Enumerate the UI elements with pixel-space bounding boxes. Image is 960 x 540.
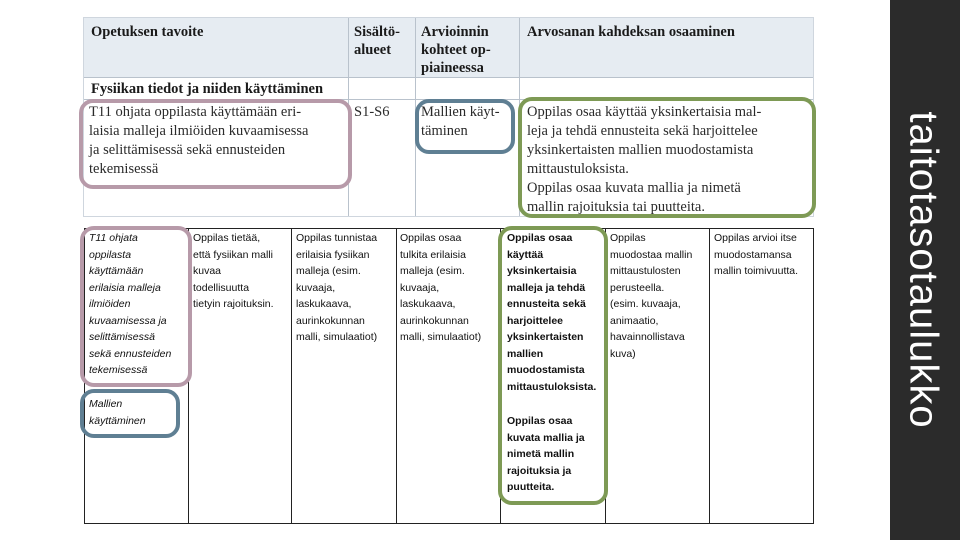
- cell-line: ennusteita sekä: [507, 298, 586, 310]
- cell-line: laskukaava,: [296, 298, 352, 310]
- level-evaluates-text: [714, 230, 798, 280]
- cell-line: ilmiöiden: [89, 298, 131, 310]
- cell-line: selittämisessä: [89, 331, 155, 343]
- grade8-line: mallin rajoituksia tai puutteita.: [527, 199, 705, 215]
- cell-line: Oppilas osaa: [507, 232, 573, 244]
- cell-line: Oppilas osaa: [400, 232, 462, 244]
- cell-line: mittaustulosten: [610, 265, 681, 277]
- cell-line: animaatio,: [610, 314, 659, 327]
- cell-line: puutteita.: [507, 481, 555, 493]
- grade8-line: Oppilas osaa käyttää yksinkertaisia mal-: [527, 104, 762, 120]
- header-content-line: alueet: [354, 42, 392, 58]
- cell-line: kuva): [610, 347, 636, 360]
- assessment-line: Mallien käyt-: [421, 104, 500, 120]
- cell-line: tietyin rajoituksin.: [193, 298, 274, 310]
- cell-line: Oppilas osaa: [507, 415, 573, 427]
- cell-line: mittaustuloksista.: [507, 380, 597, 393]
- cell-line: nimetä mallin: [507, 448, 575, 460]
- header-assessment-line: Arvioinnin: [421, 24, 489, 40]
- cell-line: malleja ja tehdä: [507, 281, 586, 294]
- cell-line: harjoittelee: [507, 314, 564, 327]
- cell-line: että fysiikan malli: [193, 248, 273, 261]
- cell-line: käyttämään: [89, 265, 144, 277]
- assessment-highlight-box: [415, 99, 515, 154]
- cell-line: kuvata mallia ja: [507, 431, 585, 444]
- goal-line: tekemisessä: [89, 161, 159, 177]
- cell-line: todellisuutta: [193, 281, 250, 294]
- cell-line: havainnollistava: [610, 331, 685, 343]
- cell-line: kuvaaja,: [296, 281, 336, 294]
- cell-line: kuvaamisessa ja: [89, 314, 167, 327]
- cell-line: Oppilas tunnistaa: [296, 232, 378, 244]
- cell-line: malleja (esim.: [296, 265, 361, 277]
- cell-line: aurinkokunnan: [296, 314, 365, 327]
- cell-line: malleja (esim.: [400, 265, 465, 277]
- header-content-line: Sisältö-: [354, 24, 400, 40]
- cell-line: sekä ennusteiden: [89, 347, 172, 360]
- cell-line: yksinkertaisia: [507, 265, 577, 277]
- level-interprets-text: [400, 230, 481, 346]
- cell-line: malli, simulaatiot): [296, 331, 378, 343]
- cell-line: Oppilas: [610, 232, 646, 244]
- goal-highlight-box: [79, 99, 352, 189]
- lower-grade8-highlight-box: [498, 226, 608, 505]
- grade8-line: mittaustuloksista.: [527, 161, 629, 177]
- lower-goal-highlight-box: [80, 226, 192, 387]
- cell-line: muodostaa mallin: [610, 248, 693, 261]
- cell-line: kuvaaja,: [400, 281, 440, 294]
- cell-line: erilaisia fysiikan: [296, 248, 370, 261]
- section-title: Fysiikan tiedot ja niiden käyttäminen: [91, 81, 324, 97]
- grid-line: [709, 228, 710, 524]
- cell-line: Mallien: [89, 398, 123, 410]
- grid-line: [396, 228, 397, 524]
- content-area-value: S1-S6: [354, 104, 390, 120]
- grade8-line: leja ja tehdä ennusteita sekä harjoittelee: [527, 123, 758, 139]
- cell-line: (esim. kuvaaja,: [610, 298, 681, 310]
- cell-line: rajoituksia ja: [507, 464, 572, 477]
- cell-line: aurinkokunnan: [400, 314, 469, 327]
- cell-line: T11 ohjata: [89, 232, 138, 244]
- header-grade8: Arvosanan kahdeksan osaaminen: [527, 24, 735, 40]
- cell-line: perusteella.: [610, 281, 665, 294]
- goal-line: T11 ohjata oppilasta käyttämään eri-: [89, 104, 302, 120]
- header-assessment-line: kohteet op-: [421, 42, 491, 58]
- cell-line: mallien: [507, 347, 544, 360]
- header-content-areas: [354, 23, 400, 59]
- cell-line: tulkita erilaisia: [400, 248, 466, 261]
- header-assessment-targets: [421, 23, 491, 77]
- cell-line: Oppilas tietää,: [193, 232, 261, 244]
- goal-line: laisia malleja ilmiöiden kuvaamisessa: [89, 123, 309, 139]
- cell-line: oppilasta: [89, 248, 132, 261]
- goal-line: ja selittämisessä sekä ennusteiden: [89, 142, 286, 158]
- cell-line: mallin toimivuutta.: [714, 265, 799, 277]
- cell-line: erilaisia malleja: [89, 281, 161, 294]
- grade8-line: Oppilas osaa kuvata mallia ja nimetä: [527, 180, 741, 196]
- cell-line: käyttää: [507, 248, 544, 261]
- header-goal: Opetuksen tavoite: [91, 24, 204, 40]
- grid-line: [84, 77, 813, 78]
- cell-line: Oppilas arvioi itse: [714, 232, 797, 244]
- level-knows-text: [193, 230, 274, 313]
- grade8-highlight-box: [518, 97, 816, 218]
- cell-line: muodostamista: [507, 364, 585, 376]
- cell-line: käyttäminen: [89, 414, 146, 427]
- header-assessment-line: piaineessa: [421, 60, 484, 76]
- cell-line: laskukaava,: [400, 298, 456, 310]
- lower-target-highlight-box: [80, 389, 180, 438]
- grade8-line: yksinkertaisten mallien muodostamista: [527, 142, 754, 158]
- cell-line: tekemisessä: [89, 364, 148, 376]
- banner-title: taitotasotaulukko: [901, 111, 946, 429]
- cell-line: malli, simulaatiot): [400, 331, 482, 343]
- cell-line: yksinkertaisten: [507, 331, 584, 343]
- level-recognizes-text: [296, 230, 377, 346]
- grid-line: [291, 228, 292, 524]
- cell-line: kuvaa: [193, 265, 222, 277]
- assessment-line: täminen: [421, 123, 468, 139]
- level-forms-text: [610, 230, 692, 362]
- cell-line: muodostamansa: [714, 248, 792, 261]
